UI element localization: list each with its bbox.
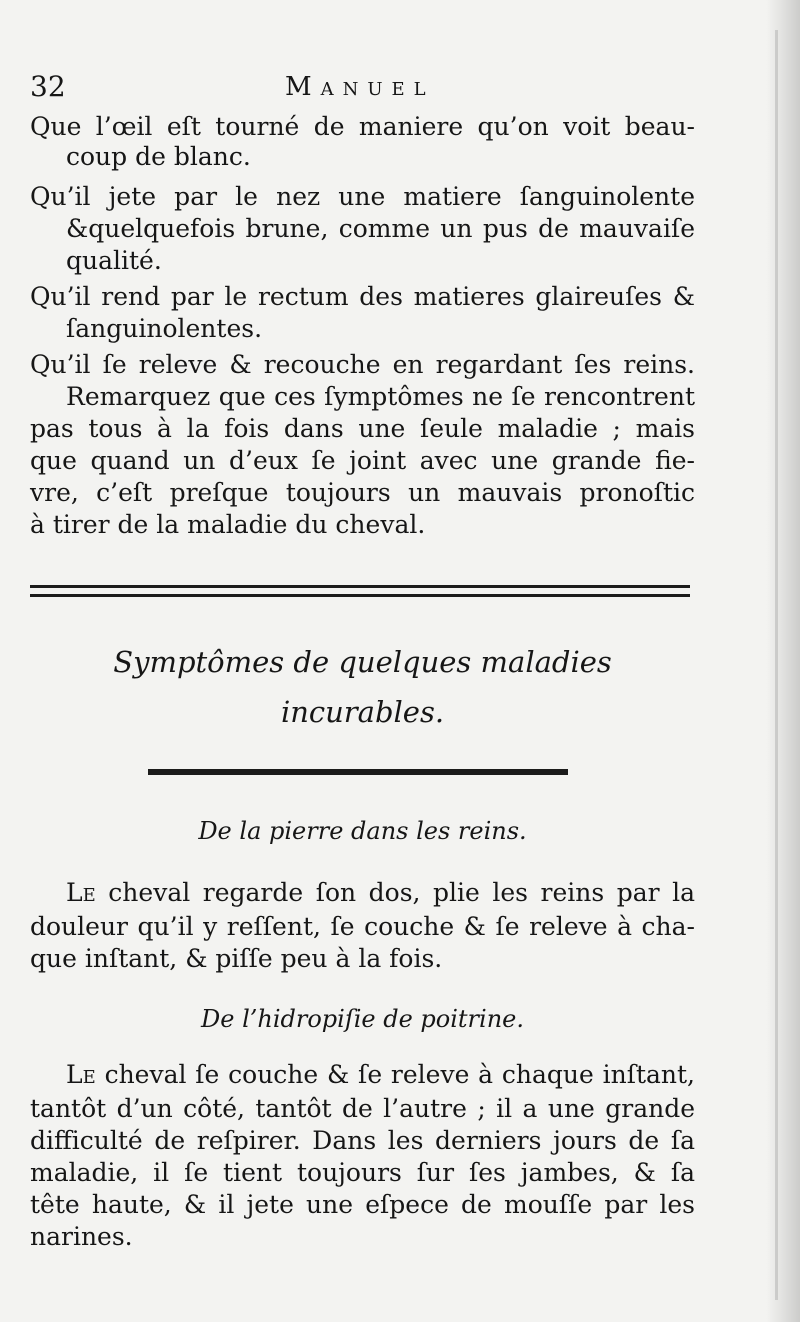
running-head [30,70,690,110]
section-rule [148,769,568,775]
page-edge-line [775,30,778,1300]
page-number: 32 [30,70,66,103]
symptom-eye-line-1: Que l’œil eſt tourné de maniere qu’on voit beau- [30,112,695,141]
rule-line-top [30,585,690,588]
remark-line-4: vre, c’eſt preſque toujours un mauvais pronoſtic [30,478,695,507]
dropsy-lead-word: Le [66,1060,96,1089]
remark-line-2: pas tous à la fois dans une ſeule maladie ; mais [30,414,695,443]
dropsy-line-6: narines. [30,1222,133,1251]
stone-lead-word: Le [66,878,96,907]
dropsy-line-1 [66,1060,695,1090]
remark-line-5: à tirer de la maladie du cheval. [30,510,426,539]
symptom-eye-line-2: coup de blanc. [66,142,251,171]
stone-heading: De la pierre dans les reins. [198,817,527,845]
remark-line-3: que quand un d’eux ſe joint avec une grande fie- [30,446,695,475]
dropsy-line-3: difficulté de reſpirer. Dans les derniers jours de ſa [30,1126,695,1155]
symptom-nose-line-2: &quelquefois brune, comme un pus de mauvaiſe [66,214,695,243]
double-rule-divider [30,584,690,600]
running-title: Manuel [285,72,435,102]
dropsy-heading: De l’hidropiſie de poitrine. [201,1005,524,1033]
symptom-nose-line-1: Qu’il jete par le nez une matiere ſanguinolente [30,182,695,211]
remark-line-1: Remarquez que ces ſymptômes ne ſe rencontrent [66,382,695,411]
symptom-rectum-line-1: Qu’il rend par le rectum des matieres glaireuſes & [30,282,695,311]
page-edge-shadow [766,0,800,1322]
symptom-nose-line-3: qualité. [66,246,162,275]
symptom-rectum-line-2: ſanguinolentes. [66,314,263,343]
stone-line-1 [66,878,695,908]
dropsy-line-5: tête haute, & il jete une eſpece de mouſſe par les [30,1190,695,1219]
rule-line-bottom [30,594,690,597]
symptom-kidneys-line: Qu’il ſe releve & recouche en regardant ſes reins. [30,350,695,379]
stone-line-3: que inſtant, & piſſe peu à la fois. [30,944,443,973]
section-title-line-2: incurables. [280,695,445,729]
stone-line-2: douleur qu’il y reſſent, ſe couche & ſe releve à cha- [30,912,695,941]
section-title-line-1: Symptômes de quelques maladies [113,645,612,679]
dropsy-line-4: maladie, il ſe tient toujours ſur ſes jambes, & ſa [30,1158,695,1187]
dropsy-line-1-text: cheval ſe couche & ſe releve à chaque inſtant, [104,1060,695,1089]
stone-line-1-text: cheval regarde ſon dos, plie les reins par la [108,878,695,907]
dropsy-line-2: tantôt d’un côté, tantôt de l’autre ; il a une grande [30,1094,695,1123]
